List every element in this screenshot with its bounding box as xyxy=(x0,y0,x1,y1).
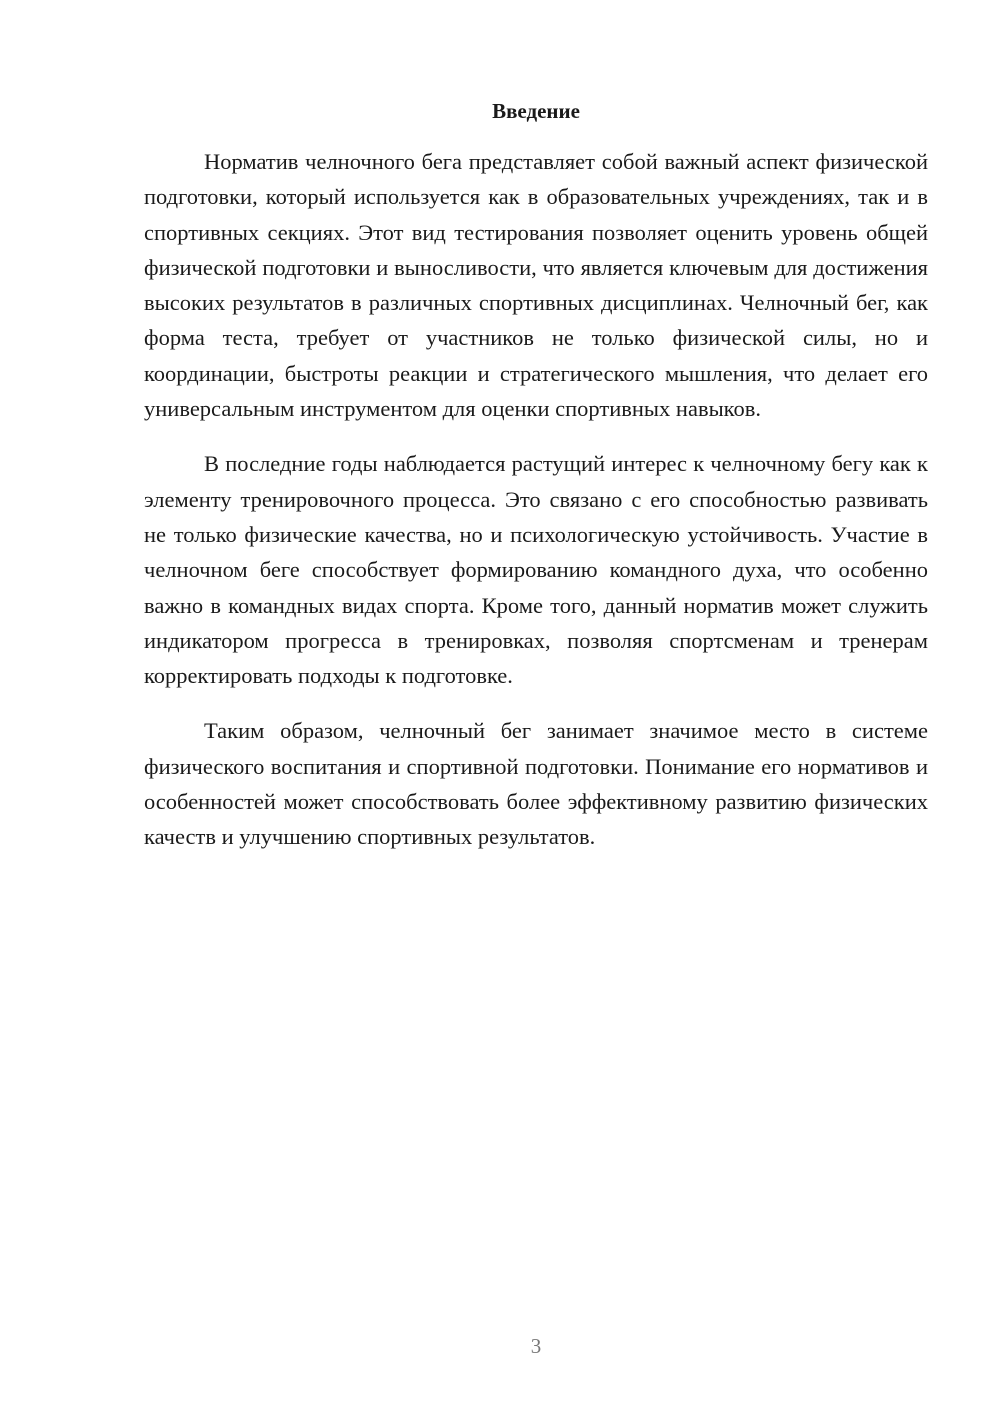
paragraph-3: Таким образом, челночный бег занимает значимое место в системе физического воспитания и спортивной подготовки. Понимание его нормативов и особенностей может способствовать более эффективному развитию физических качеств и улучшению спортивных результатов. xyxy=(144,718,928,850)
paragraph-2: В последние годы наблюдается растущий интерес к челночному бегу как к элементу тренировочного процесса. Это связано с его способностью развивать не только физические качества, но и психологическую устойчивость. Участие в челночном беге способствует формированию командного духа, что особенно важно в командных видах спорта. Кроме того, данный норматив может служить индикатором прогресса в тренировках, позволяя спортсменам и тренерам корректировать подходы к подготовке. xyxy=(144,451,928,689)
page-number: 3 xyxy=(530,1334,542,1358)
section-heading: Введение xyxy=(492,99,580,123)
paragraph-1: Норматив челночного бега представляет собой важный аспект физической подготовки, который используется как в образовательных учреждениях, так и в спортивных секциях. Этот вид тестирования позволяет оценить уровень общей физической подготовки и выносливости, что является ключевым для достижения высоких результатов в различных спортивных дисциплинах. Челночный бег, как форма теста, требует от участников не только физической силы, но и координации, быстроты реакции и стратегического мышления, что делает его универсальным инструментом для оценки спортивных навыков. xyxy=(144,149,928,422)
body-text xyxy=(144,144,928,875)
